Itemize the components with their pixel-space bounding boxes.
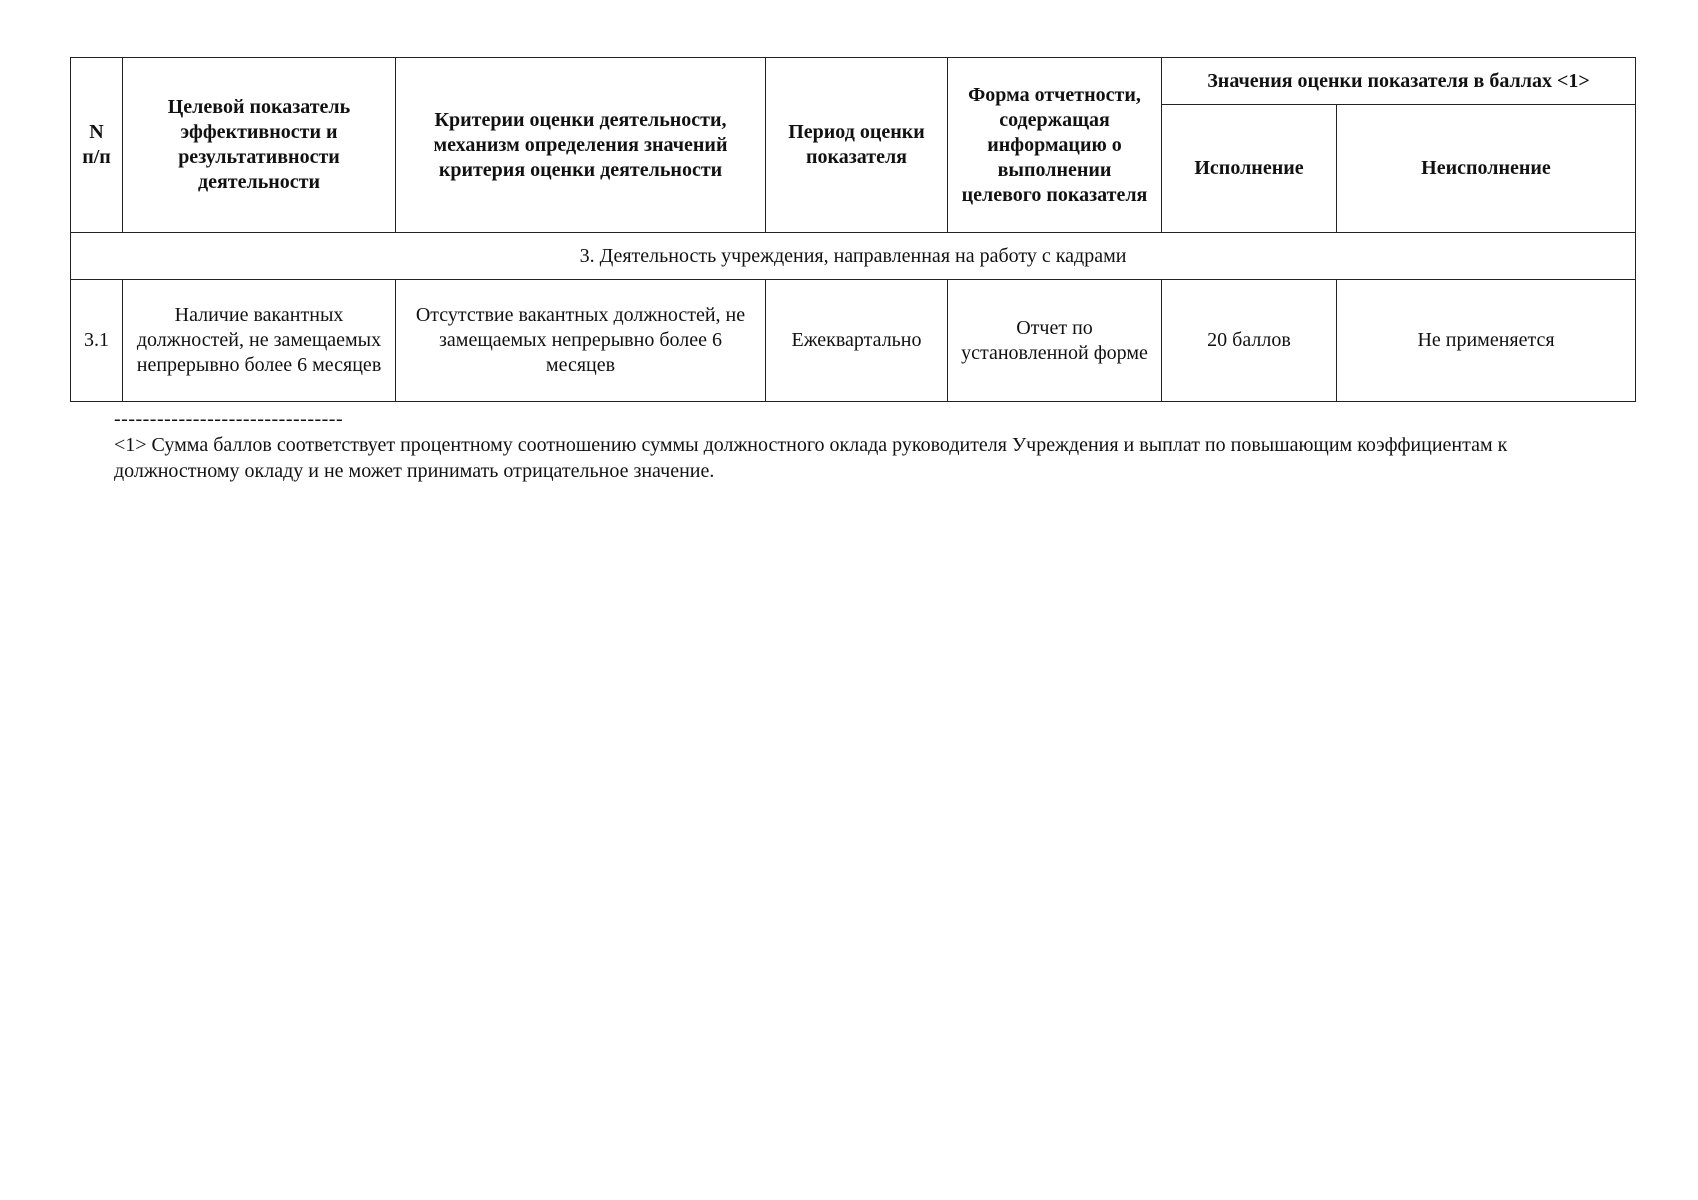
cell-non-execution: Не применяется bbox=[1337, 280, 1636, 402]
cell-num: 3.1 bbox=[71, 280, 123, 402]
header-indicator: Целевой показатель эффективности и результативности деятельности bbox=[123, 58, 396, 233]
footnote-separator: -------------------------------- bbox=[114, 408, 344, 430]
header-period: Период оценки показателя bbox=[766, 58, 948, 233]
header-non-execution: Неисполнение bbox=[1337, 105, 1636, 233]
section-row bbox=[71, 233, 1636, 280]
header-criteria: Критерии оценки деятельности, механизм определения значений критерия оценки деятельности bbox=[396, 58, 766, 233]
header-execution: Исполнение bbox=[1162, 105, 1337, 233]
header-report-form: Форма отчетности, содержащая информацию о выполнении целевого показателя bbox=[948, 58, 1162, 233]
table-row bbox=[71, 280, 1636, 402]
section-title: 3. Деятельность учреждения, направленная на работу с кадрами bbox=[71, 233, 1636, 280]
cell-execution: 20 баллов bbox=[1162, 280, 1337, 402]
cell-indicator: Наличие вакантных должностей, не замещаемых непрерывно более 6 месяцев bbox=[123, 280, 396, 402]
cell-criteria: Отсутствие вакантных должностей, не замещаемых непрерывно более 6 месяцев bbox=[396, 280, 766, 402]
cell-report-form: Отчет по установленной форме bbox=[948, 280, 1162, 402]
indicator-table bbox=[70, 57, 1636, 402]
header-score-group: Значения оценки показателя в баллах <1> bbox=[1162, 58, 1636, 105]
cell-period: Ежеквартально bbox=[766, 280, 948, 402]
header-row-top bbox=[71, 58, 1636, 105]
header-num: N п/п bbox=[71, 58, 123, 233]
footnote-text: <1> Сумма баллов соответствует процентному соотношению суммы должностного оклада руководителя Учреждения и выплат по повышающим коэффициентам к должностному окладу и не может принимать отрицательное значение. bbox=[114, 434, 1508, 482]
